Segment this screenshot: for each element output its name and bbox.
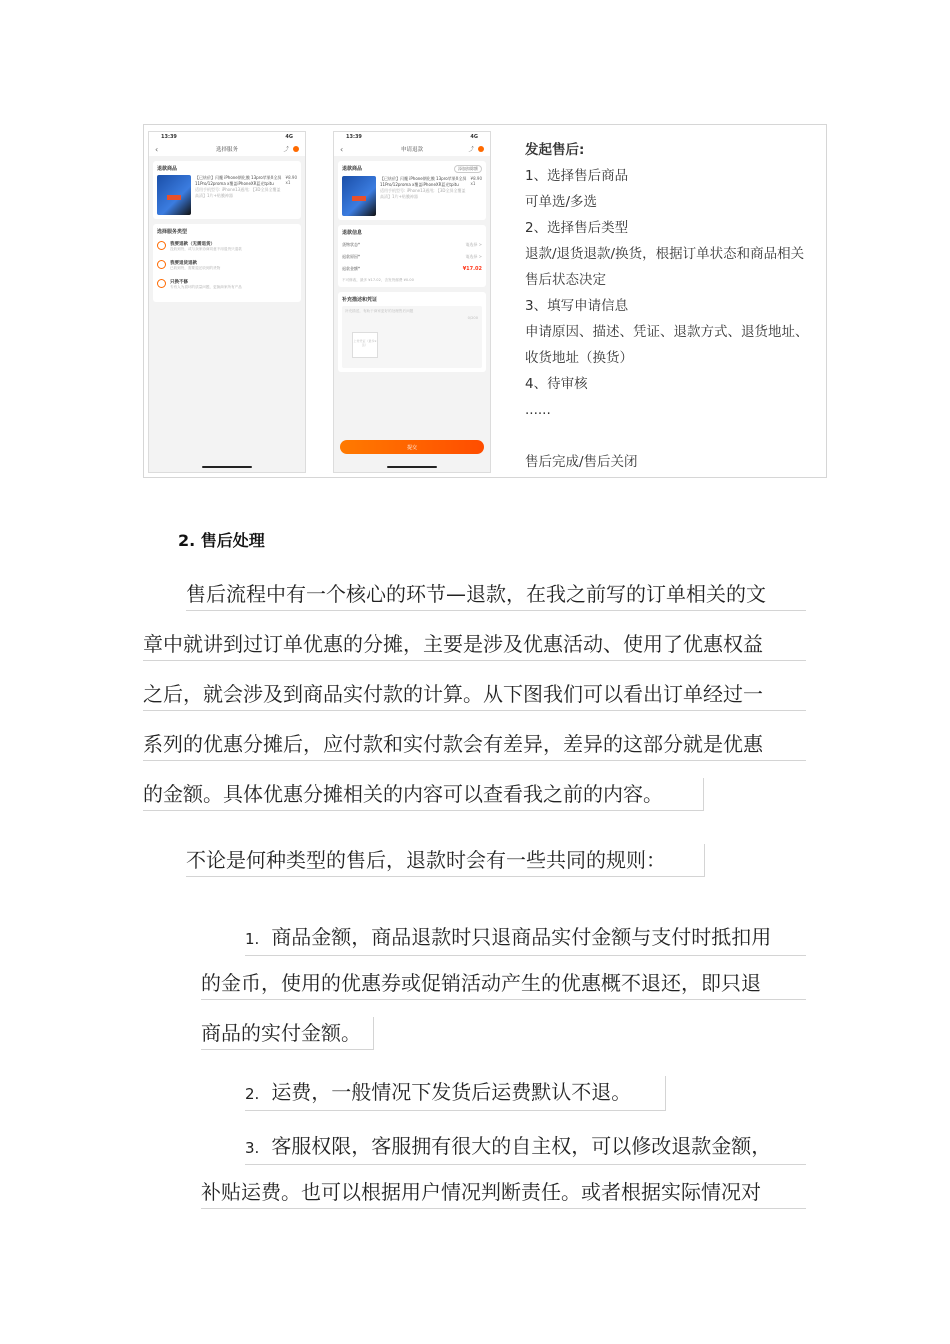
service-type-card (153, 224, 301, 302)
section-title: 2. 售后处理 (178, 531, 265, 550)
rule-item-3 (245, 1130, 806, 1165)
clock: 13:39 (346, 134, 362, 140)
phone-select-service (148, 131, 306, 473)
evidence-placeholder: 补充描述，有助于商家更好的处理售后问题 (345, 309, 414, 313)
share-icon[interactable]: ⤴ (468, 147, 474, 153)
status-bar (334, 132, 490, 142)
step-line: 退款/退货退款/换货，根据订单状态和商品相关 (525, 246, 805, 262)
step-line: 申请原因、描述、凭证、退款方式、退货地址、 (525, 324, 809, 340)
option-return-refund[interactable] (157, 260, 297, 271)
steps-heading: 发起售后: (525, 142, 585, 158)
after-sales-figure (143, 124, 827, 478)
refund-icon (157, 241, 166, 250)
home-indicator (387, 466, 437, 468)
row-value: 请选择 > (465, 254, 482, 259)
rule-text: 运费，一般情况下发货后运费默认不退。 (271, 1080, 632, 1104)
product-section-title: 退款商品 (342, 166, 363, 172)
amount-note: 不可修改，最多 ¥17.02，含发货邮费 ¥0.00 (342, 278, 414, 282)
option-title: 只换不修 (170, 280, 188, 285)
refund-info-card (338, 225, 486, 287)
option-title: 我要退款（无需退货） (170, 242, 215, 247)
step-line: 3、填写申请信息 (525, 298, 629, 314)
product-spec: 适用手机型号: iPhone13通用; 【3D全屏全覆盖高清】1片+贴膜神器 (380, 188, 466, 199)
option-desc: 没收到货，或与卖家协商同意不用退货只退款 (170, 247, 242, 251)
step-line: 1、选择售后商品 (525, 168, 629, 184)
row-label: 货物状态* (342, 242, 360, 247)
step-line: ...... (525, 402, 551, 418)
product-card (153, 161, 301, 219)
evidence-textarea[interactable] (342, 306, 482, 368)
product-description: 【已炫价】闪魔 iPhone钢化膜 13pro苹果X全屏11Pro/12proma x覆盖iPhoneXR蓝光tpitu (380, 176, 467, 187)
step-final: 售后完成/售后关闭 (525, 454, 638, 470)
status-bar (149, 132, 305, 142)
step-line: 售后状态决定 (525, 272, 606, 288)
option-desc: 专有人为损坏的质量问题，更换商家所有产品 (170, 285, 242, 289)
option-refund-only[interactable] (157, 241, 297, 252)
option-exchange[interactable] (157, 279, 297, 290)
step-line: 收货地址（换货） (525, 350, 633, 366)
nav-bar (149, 142, 305, 156)
screen-title: 申请退款 (400, 147, 423, 153)
paragraph-line: 的金额。具体优惠分摊相关的内容可以查看我之前的内容。 (143, 778, 704, 811)
screen-title: 选择服务 (215, 147, 238, 153)
paragraph-line: 之后，就会涉及到商品实付款的计算。从下图我们可以看出订单经过一 (143, 678, 806, 711)
product-section-title: 退款商品 (157, 166, 178, 172)
rule-text: 商品金额，商品退款时只退商品实付金额与支付时抵扣用 (271, 925, 772, 949)
signal-indicator: 4G (285, 134, 293, 140)
upload-button[interactable] (352, 332, 378, 358)
product-description: 【已炫价】闪魔 iPhone钢化膜 13pro苹果X全屏11Pro/12proma x覆盖iPhoneXR蓝光tpitu (195, 175, 282, 186)
step-line: 2、选择售后类型 (525, 220, 629, 236)
option-desc: 已收到货，需要退还收到的货物 (170, 266, 221, 270)
row-label: 退款金额* (342, 266, 360, 271)
rule-text: 客服权限，客服拥有很大的自主权，可以修改退款金额， (271, 1134, 772, 1158)
product-thumbnail (157, 175, 191, 215)
rule-item-2 (245, 1076, 666, 1111)
clock: 13:39 (161, 134, 177, 140)
goods-status-row[interactable] (342, 242, 482, 248)
rule-number: 3. (245, 1139, 260, 1157)
rule-line: 补贴运费。也可以根据用户情况判断责任。或者根据实际情况对 (201, 1176, 806, 1209)
product-price: ¥8.90 (470, 176, 482, 181)
home-indicator (202, 466, 252, 468)
more-icon[interactable] (478, 146, 484, 152)
info-section-title: 退款信息 (342, 230, 363, 236)
phone-apply-refund (333, 131, 491, 473)
rule-line: 的金币，使用的优惠券或促销活动产生的优惠概不退还，即只退 (201, 967, 806, 1000)
step-line: 可单选/多选 (525, 194, 598, 210)
char-counter: 0/200 (467, 316, 478, 320)
evidence-card (338, 292, 486, 372)
add-deduction-button[interactable]: 添加扣除额 (454, 165, 482, 173)
rule-line: 商品的实付金额。 (201, 1017, 374, 1050)
signal-indicator: 4G (470, 134, 478, 140)
service-section-title: 选择服务类型 (157, 229, 188, 235)
upload-label: 上传凭证（最多9张） (353, 339, 377, 347)
steps-text (525, 137, 825, 475)
paragraph-line: 售后流程中有一个核心的环节—退款，在我之前写的订单相关的文 (186, 578, 806, 611)
rule-number: 2. (245, 1085, 260, 1103)
share-icon[interactable]: ⤴ (283, 147, 289, 153)
product-card (338, 161, 486, 220)
product-price: ¥8.90 (285, 175, 297, 180)
nav-bar (334, 142, 490, 156)
row-label: 退款原因* (342, 254, 360, 259)
refund-reason-row[interactable] (342, 254, 482, 260)
product-spec: 适用手机型号: iPhone13通用; 【3D全屏全覆盖高清】1片+贴膜神器 (195, 187, 281, 198)
refund-amount: ¥17.02 (462, 266, 482, 272)
rule-item-1 (245, 921, 806, 956)
exchange-icon (157, 279, 166, 288)
rule-number: 1. (245, 930, 260, 948)
paragraph-rules-intro: 不论是何种类型的售后，退款时会有一些共同的规则： (186, 844, 705, 877)
submit-button[interactable]: 提交 (340, 440, 484, 454)
refund-amount-row (342, 266, 482, 272)
return-icon (157, 260, 166, 269)
paragraph-line: 章中就讲到过订单优惠的分摊，主要是涉及优惠活动、使用了优惠权益 (143, 628, 806, 661)
option-title: 我要退货退款 (170, 261, 197, 266)
product-thumbnail (342, 176, 376, 216)
product-qty: x1 (470, 181, 476, 186)
row-value: 请选择 > (465, 242, 482, 247)
back-icon[interactable]: ‹ (155, 144, 159, 154)
product-qty: x1 (285, 180, 291, 185)
more-icon[interactable] (293, 146, 299, 152)
evidence-section-title: 补充描述和凭证 (342, 297, 378, 303)
paragraph-line: 系列的优惠分摊后，应付款和实付款会有差异，差异的这部分就是优惠 (143, 728, 806, 761)
step-line: 4、待审核 (525, 376, 588, 392)
back-icon[interactable]: ‹ (340, 144, 344, 154)
